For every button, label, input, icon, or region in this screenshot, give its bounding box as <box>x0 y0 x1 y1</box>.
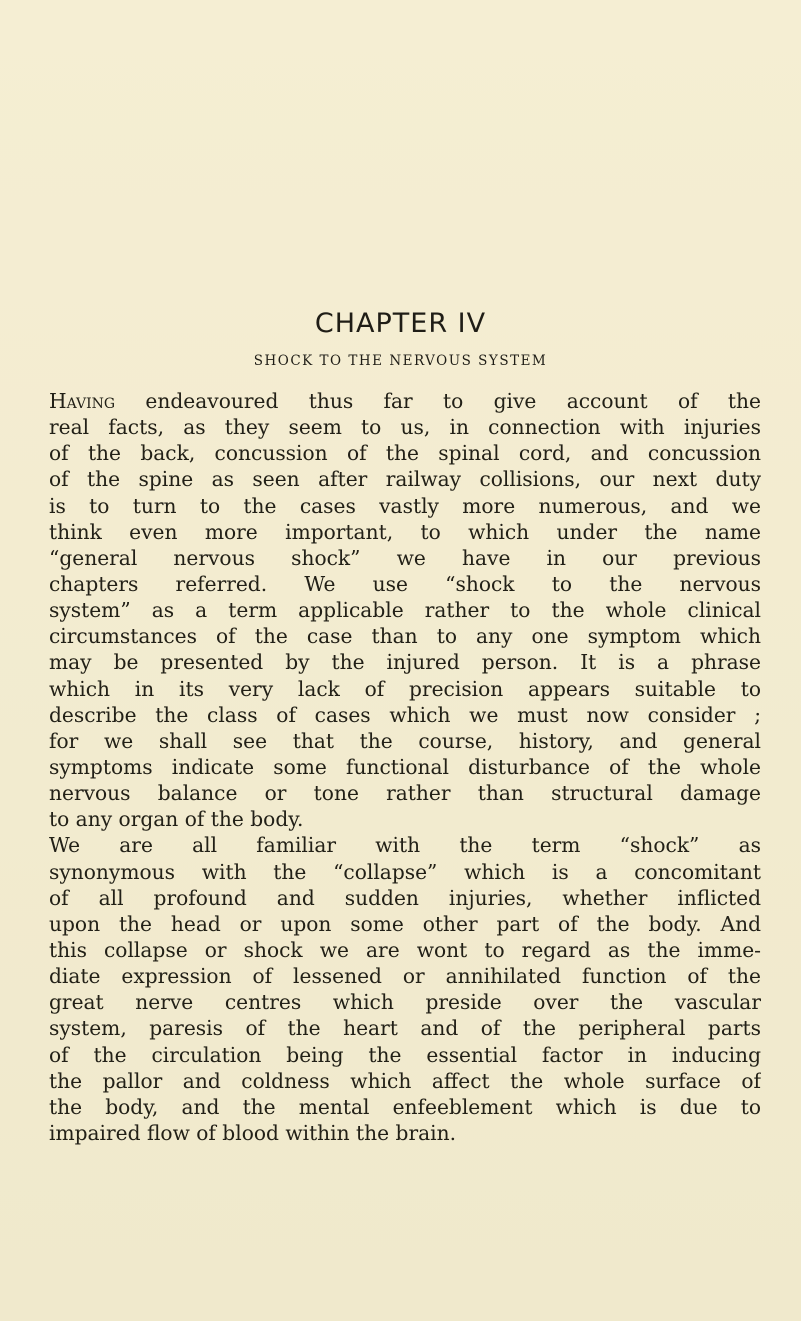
text-line: which in its very lack of precision appears suitable to <box>49 676 761 701</box>
text-line: the body, and the mental enfeeblement which is due to <box>49 1094 761 1119</box>
text-line: to any organ of the body. <box>49 807 304 832</box>
text-line: symptoms indicate some functional disturbance of the whole <box>49 754 761 779</box>
text-line: We are all familiar with the term “shock” as <box>49 833 761 858</box>
text-line: of all profound and sudden injuries, whether inflicted <box>49 885 761 910</box>
text-line: describe the class of cases which we must now consider ; <box>49 702 761 727</box>
paragraph-2 <box>49 832 761 1146</box>
chapter-subtitle: SHOCK TO THE NERVOUS SYSTEM <box>253 353 548 369</box>
chapter-body <box>49 388 761 1146</box>
text-line: this collapse or shock we are wont to regard as the imme- <box>49 937 761 962</box>
text-line: synonymous with the “collapse” which is a concomitant <box>49 859 761 884</box>
text-line: system, paresis of the heart and of the peripheral parts <box>49 1016 761 1041</box>
text-line: for we shall see that the course, history, and general <box>49 728 761 753</box>
text-line: upon the head or upon some other part of the body. And <box>49 911 761 936</box>
text-line: diate expression of lessened or annihilated function of the <box>49 964 761 989</box>
text-line: is to turn to the cases vastly more numerous, and we <box>49 493 761 518</box>
text-line: nervous balance or tone rather than structural damage <box>49 781 761 806</box>
text-line: of the spine as seen after railway collisions, our next duty <box>49 467 761 492</box>
text-line: chapters referred. We use “shock to the nervous <box>49 571 761 596</box>
text-line <box>49 388 761 414</box>
text-line: circumstances of the case than to any one symptom which <box>49 624 761 649</box>
text-line: “general nervous shock” we have in our previous <box>49 545 761 570</box>
text-line: of the back, concussion of the spinal cord, and concussion <box>49 441 761 466</box>
paragraph-1 <box>49 388 761 832</box>
text-line: of the circulation being the essential factor in inducing <box>49 1042 761 1067</box>
text-line: think even more important, to which under the name <box>49 519 761 544</box>
text-line: the pallor and coldness which affect the whole surface of <box>49 1068 761 1093</box>
text-line: impaired flow of blood within the brain. <box>49 1120 457 1145</box>
text-line: system” as a term applicable rather to the whole clinical <box>49 598 761 623</box>
text-line: may be presented by the injured person. It is a phrase <box>49 650 761 675</box>
text-line: great nerve centres which preside over the vascular <box>49 990 761 1015</box>
chapter-title: CHAPTER IV <box>314 308 487 339</box>
text-line-content: endeavoured thus far to give account of the <box>115 389 761 413</box>
opening-word: Having <box>49 389 116 413</box>
text-line: real facts, as they seem to us, in connection with injuries <box>49 415 761 440</box>
